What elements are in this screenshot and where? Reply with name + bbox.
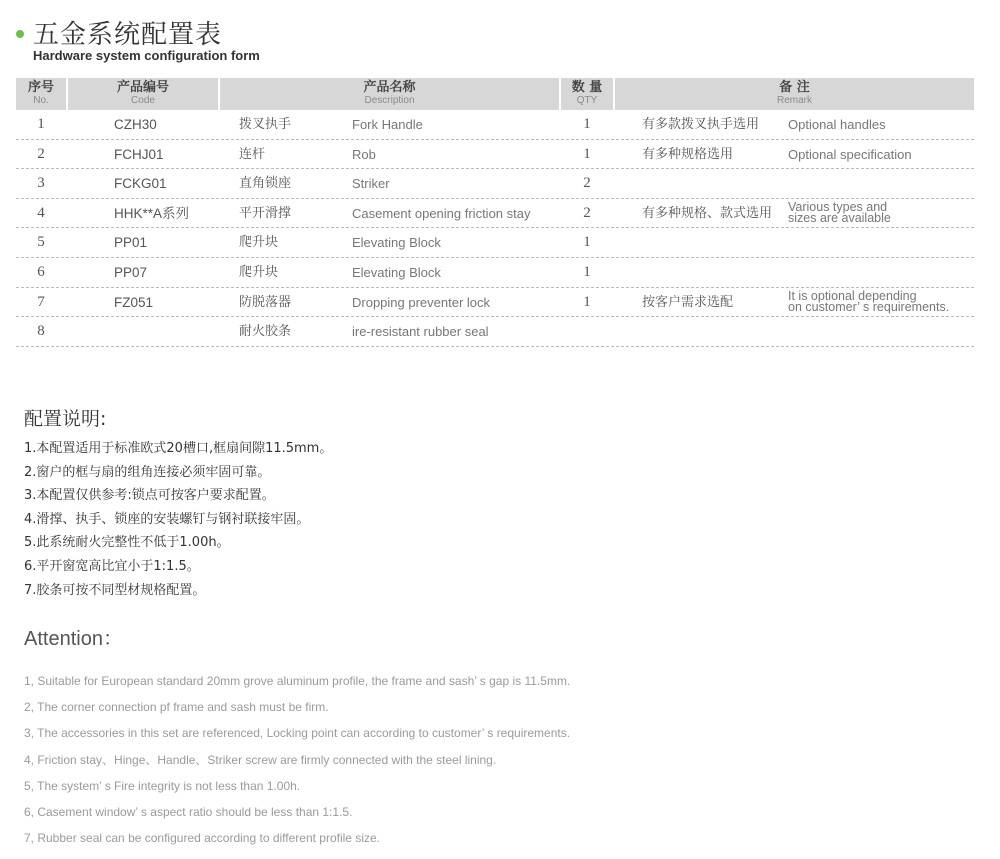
row-name-cn: 直角锁座 [239,176,292,192]
row-no: 5 [37,234,45,251]
header-no-cn: 序号 [27,80,54,95]
row-name-en: Dropping preventer lock [352,294,491,310]
config-notes-heading: 配置说明: [24,408,107,430]
row-no: 7 [37,293,45,310]
table-header [16,78,974,110]
config-notes-list [24,437,332,602]
row-name-en: Elevating Block [352,235,441,251]
row-remark-cn: 按客户需求选配 [642,294,734,310]
config-notes-cn [24,404,332,602]
row-remark-en [788,199,891,225]
table-row [16,288,974,318]
row-code: CZH30 [114,117,157,132]
row-name-en: ire-resistant rubber seal [352,324,489,340]
row-name-cn: 爬升块 [239,264,279,280]
header-remark-cn: 备 注 [779,80,810,95]
list-item: 6.平开窗宽高比宜小于1:1.5。 [24,558,200,574]
table-row [16,140,974,170]
list-item: 2, The corner connection pf frame and sash must be firm. [24,700,329,715]
header-code [68,78,218,110]
row-no: 8 [37,323,45,340]
row-qty: 1 [583,263,591,280]
configuration-table [16,78,974,347]
table-row [16,228,974,258]
table-row [16,258,974,288]
row-no: 4 [37,204,45,221]
row-name-en: Rob [352,146,376,162]
row-name-cn: 连杆 [239,146,266,162]
header-description [220,78,559,110]
row-name-en: Casement opening friction stay [352,205,531,221]
row-name-en: Elevating Block [352,264,441,280]
header-no-en: No. [33,95,49,106]
row-remark-en: Optional specification [788,146,912,162]
header-code-en: Code [131,95,155,106]
attention-heading: Attention： [24,628,123,650]
row-remark-cn: 有多种规格、款式选用 [642,205,773,221]
page-title: 五金系统配置表 [33,20,223,50]
row-qty: 1 [583,116,591,132]
row-code: PP01 [114,235,148,251]
table-row [16,199,974,229]
row-remark-en: Optional handles [788,117,886,132]
list-item: 5, The system’ s Fire integrity is not less than 1.00h. [24,778,301,793]
row-qty: 1 [583,145,591,162]
table-row [16,317,974,347]
list-item: 7.胶条可按不同型材规格配置。 [24,582,206,598]
page-subtitle: Hardware system configuration form [33,48,260,63]
header-qty-en: QTY [576,95,598,106]
row-remark-cn: 有多款拨叉执手选用 [642,117,760,132]
remark-en-line-2: sizes are available [788,210,891,225]
header-remark-en: Remark [776,95,812,106]
header-remark [615,78,974,110]
row-no: 3 [37,175,45,192]
row-code: FZ051 [114,294,154,310]
bullet-dot-icon [16,30,24,38]
row-code: FCKG01 [114,176,167,192]
row-qty: 2 [583,175,591,192]
list-item: 1.本配置适用于标准欧式20槽口,框扇间隙11.5mm。 [24,441,333,456]
list-item: 3.本配置仅供参考:锁点可按客户要求配置。 [24,488,275,504]
header-no [16,78,66,110]
row-qty: 1 [583,234,591,251]
list-item: 3, The accessories in this set are referenced, Locking point can according to customer’ s requirements. [24,726,571,741]
header-qty [561,78,613,110]
row-code: HHK**A系列 [114,205,190,221]
row-qty: 1 [583,293,591,310]
attention-notes-list [24,668,570,851]
row-name-cn: 拨叉执手 [239,117,292,132]
list-item: 5.此系统耐火完整性不低于1.00h。 [24,535,230,551]
header-qty-cn: 数 量 [571,80,603,95]
list-item: 2.窗户的框与扇的组角连接必须牢固可靠。 [24,464,271,480]
row-code: FCHJ01 [114,146,164,162]
remark-en-line-1: Various types and [788,199,888,214]
remark-en-line-1: It is optional depending [788,288,917,303]
header-description-en: Description [364,95,415,106]
row-name-en: Fork Handle [352,117,423,132]
row-name-en: Striker [352,176,390,192]
remark-en-line-2: on customer’ s requirements. [788,299,950,314]
row-name-cn: 防脱落器 [239,294,292,310]
header-code-cn: 产品编号 [116,80,169,95]
row-remark-cn: 有多种规格选用 [642,146,734,162]
row-no: 1 [37,116,45,132]
list-item: 4, Friction stay、Hinge、Handle、Striker screw are firmly connected with the steel lining. [24,752,497,767]
header-description-cn: 产品名称 [363,80,416,95]
row-name-cn: 平开滑撑 [239,205,292,221]
list-item: 1, Suitable for European standard 20mm grove aluminum profile, the frame and sash’ s gap is 11.5mm. [24,674,571,688]
row-name-cn: 耐火胶条 [239,324,292,340]
attention-notes-en [24,622,570,851]
table-row [16,110,974,140]
row-no: 2 [37,145,45,162]
row-code: PP07 [114,264,148,280]
list-item: 7, Rubber seal can be configured according to different profile size. [24,831,380,846]
row-no: 6 [37,263,45,280]
row-qty: 2 [583,204,591,221]
row-remark-en [788,288,950,314]
list-item: 6, Casement window’ s aspect ratio should be less than 1:1.5. [24,805,353,820]
row-name-cn: 爬升块 [239,235,279,251]
table-row [16,169,974,199]
list-item: 4.滑撑、执手、锁座的安装螺钉与钢衬联接牢固。 [24,511,310,527]
